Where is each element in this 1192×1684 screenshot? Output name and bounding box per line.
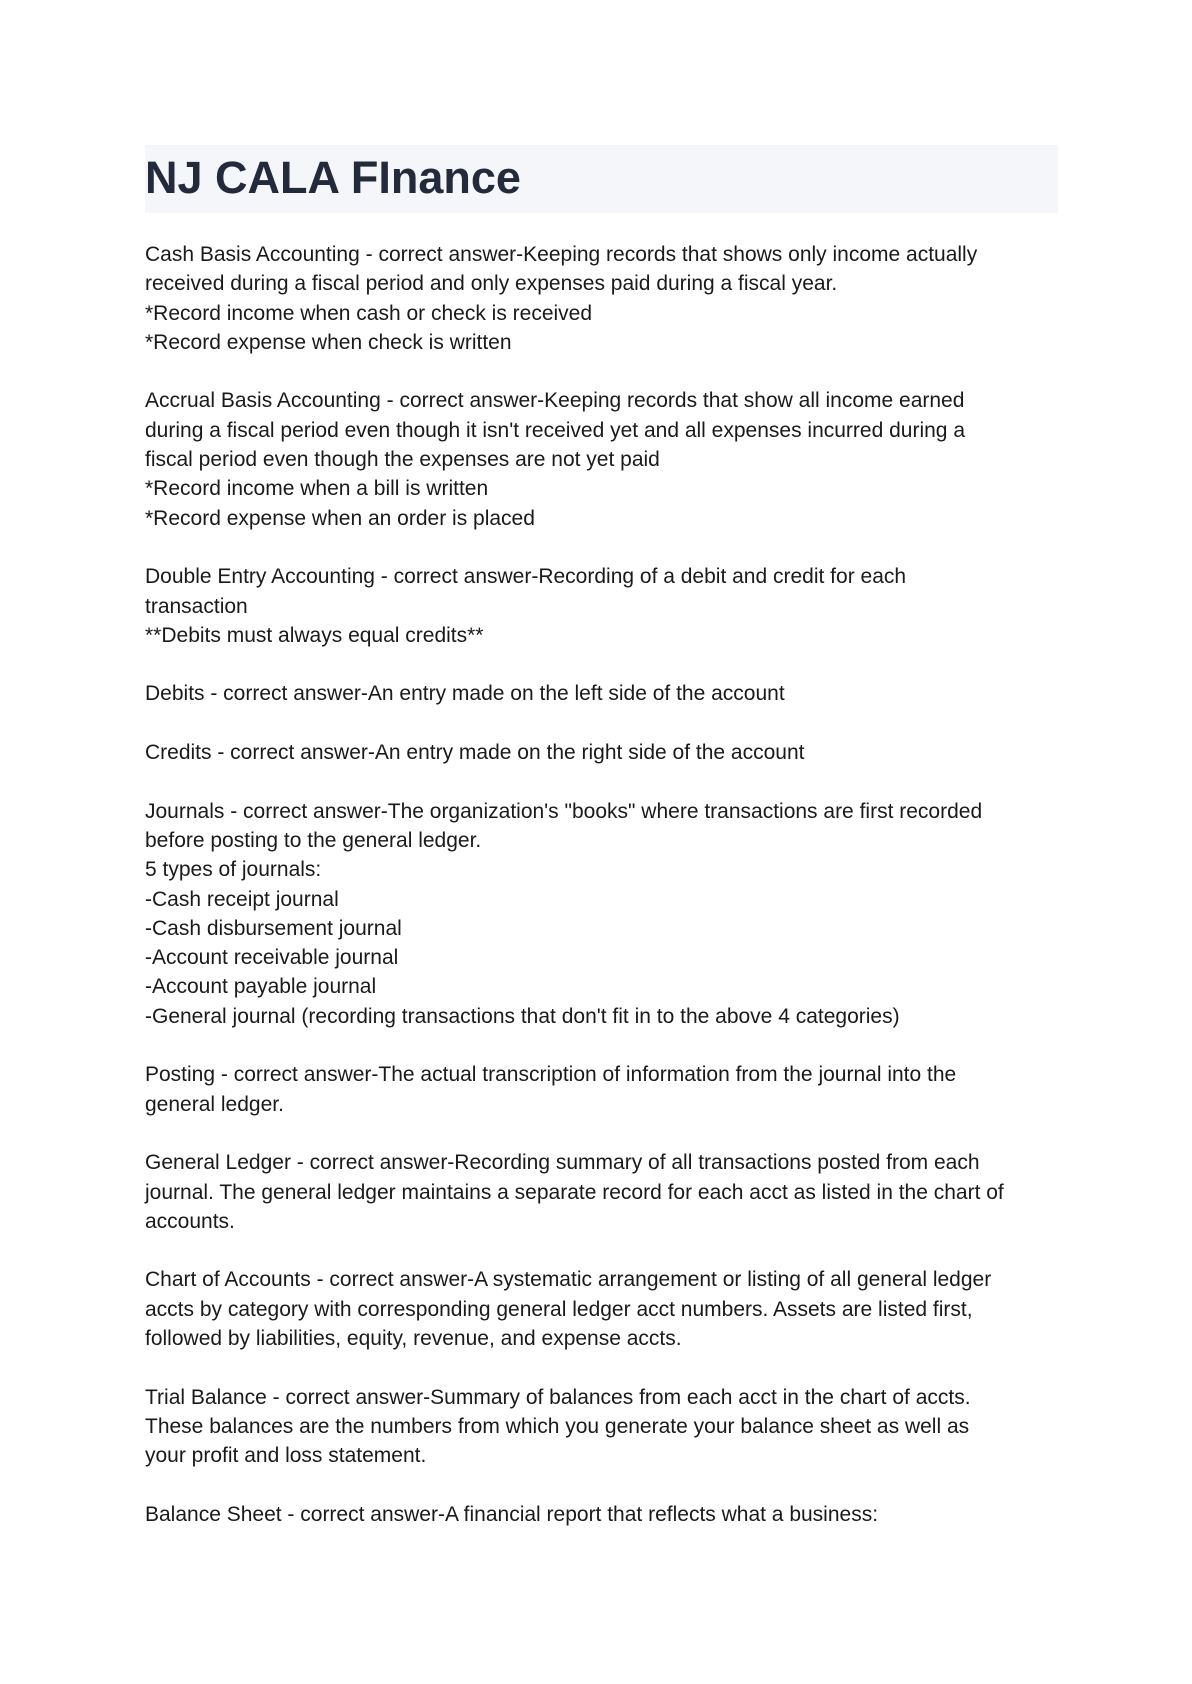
- definition-entry: [145, 1383, 1065, 1471]
- entry-line: General Ledger - correct answer-Recording summary of all transactions posted from each: [145, 1151, 980, 1175]
- entry-line: Double Entry Accounting - correct answer-Recording of a debit and credit for each: [145, 565, 907, 589]
- entry-line: during a fiscal period even though it isn't received yet and all expenses incurred during a: [145, 418, 966, 442]
- definition-entry: [145, 679, 1065, 708]
- entry-line: your profit and loss statement.: [145, 1444, 427, 1468]
- entry-line: accounts.: [145, 1209, 235, 1233]
- entry-line: Credits - correct answer-An entry made on the right side of the account: [145, 741, 805, 765]
- document-title: NJ CALA FInance: [145, 152, 521, 203]
- entry-line: **Debits must always equal credits**: [145, 623, 484, 647]
- entry-line: transaction: [145, 594, 248, 618]
- definition-entry: [145, 1500, 1065, 1529]
- definition-entry: [145, 1148, 1065, 1236]
- entry-line: Posting - correct answer-The actual transcription of information from the journal into the: [145, 1063, 957, 1087]
- entry-line: -Cash disbursement journal: [145, 916, 402, 940]
- entry-line: journal. The general ledger maintains a separate record for each acct as listed in the chart of: [145, 1180, 1004, 1204]
- entry-line: *Record expense when check is written: [145, 330, 512, 354]
- entry-line: -General journal (recording transactions that don't fit in to the above 4 categories): [145, 1004, 900, 1028]
- entry-line: *Record income when a bill is written: [145, 477, 489, 501]
- entry-line: 5 types of journals:: [145, 858, 322, 882]
- entry-line: -Account payable journal: [145, 975, 377, 999]
- entry-line: received during a fiscal period and only expenses paid during a fiscal year.: [145, 272, 838, 296]
- entry-line: Chart of Accounts - correct answer-A systematic arrangement or listing of all general ledger: [145, 1268, 992, 1292]
- entry-line: accts by category with corresponding general ledger acct numbers. Assets are listed first,: [145, 1297, 973, 1321]
- entry-line: Debits - correct answer-An entry made on the left side of the account: [145, 682, 785, 706]
- definition-entry: [145, 797, 1065, 1031]
- entry-line: *Record income when cash or check is received: [145, 301, 593, 325]
- entry-line: fiscal period even though the expenses are not yet paid: [145, 448, 660, 472]
- definition-entry: [145, 562, 1065, 650]
- entry-line: Journals - correct answer-The organization's "books" where transactions are first recorded: [145, 799, 983, 823]
- entry-line: -Account receivable journal: [145, 946, 399, 970]
- entry-line: followed by liabilities, equity, revenue, and expense accts.: [145, 1326, 682, 1350]
- entry-line: Cash Basis Accounting - correct answer-Keeping records that shows only income actually: [145, 243, 978, 266]
- definition-entry: [145, 1265, 1065, 1353]
- entry-line: Balance Sheet - correct answer-A financial report that reflects what a business:: [145, 1502, 879, 1526]
- entry-line: These balances are the numbers from which you generate your balance sheet as well as: [145, 1414, 970, 1438]
- definition-entry: [145, 240, 1065, 357]
- definition-entry: [145, 1060, 1065, 1119]
- entry-line: -Cash receipt journal: [145, 887, 339, 911]
- definition-entry: [145, 738, 1065, 767]
- title-band: [145, 145, 1058, 213]
- entry-line: *Record expense when an order is placed: [145, 506, 535, 530]
- document-body: [145, 240, 1065, 1558]
- entry-line: general ledger.: [145, 1092, 284, 1116]
- entry-line: Trial Balance - correct answer-Summary of balances from each acct in the chart of accts.: [145, 1385, 971, 1409]
- entry-line: Accrual Basis Accounting - correct answer-Keeping records that show all income earned: [145, 389, 965, 413]
- definition-entry: [145, 386, 1065, 532]
- entry-line: before posting to the general ledger.: [145, 828, 482, 852]
